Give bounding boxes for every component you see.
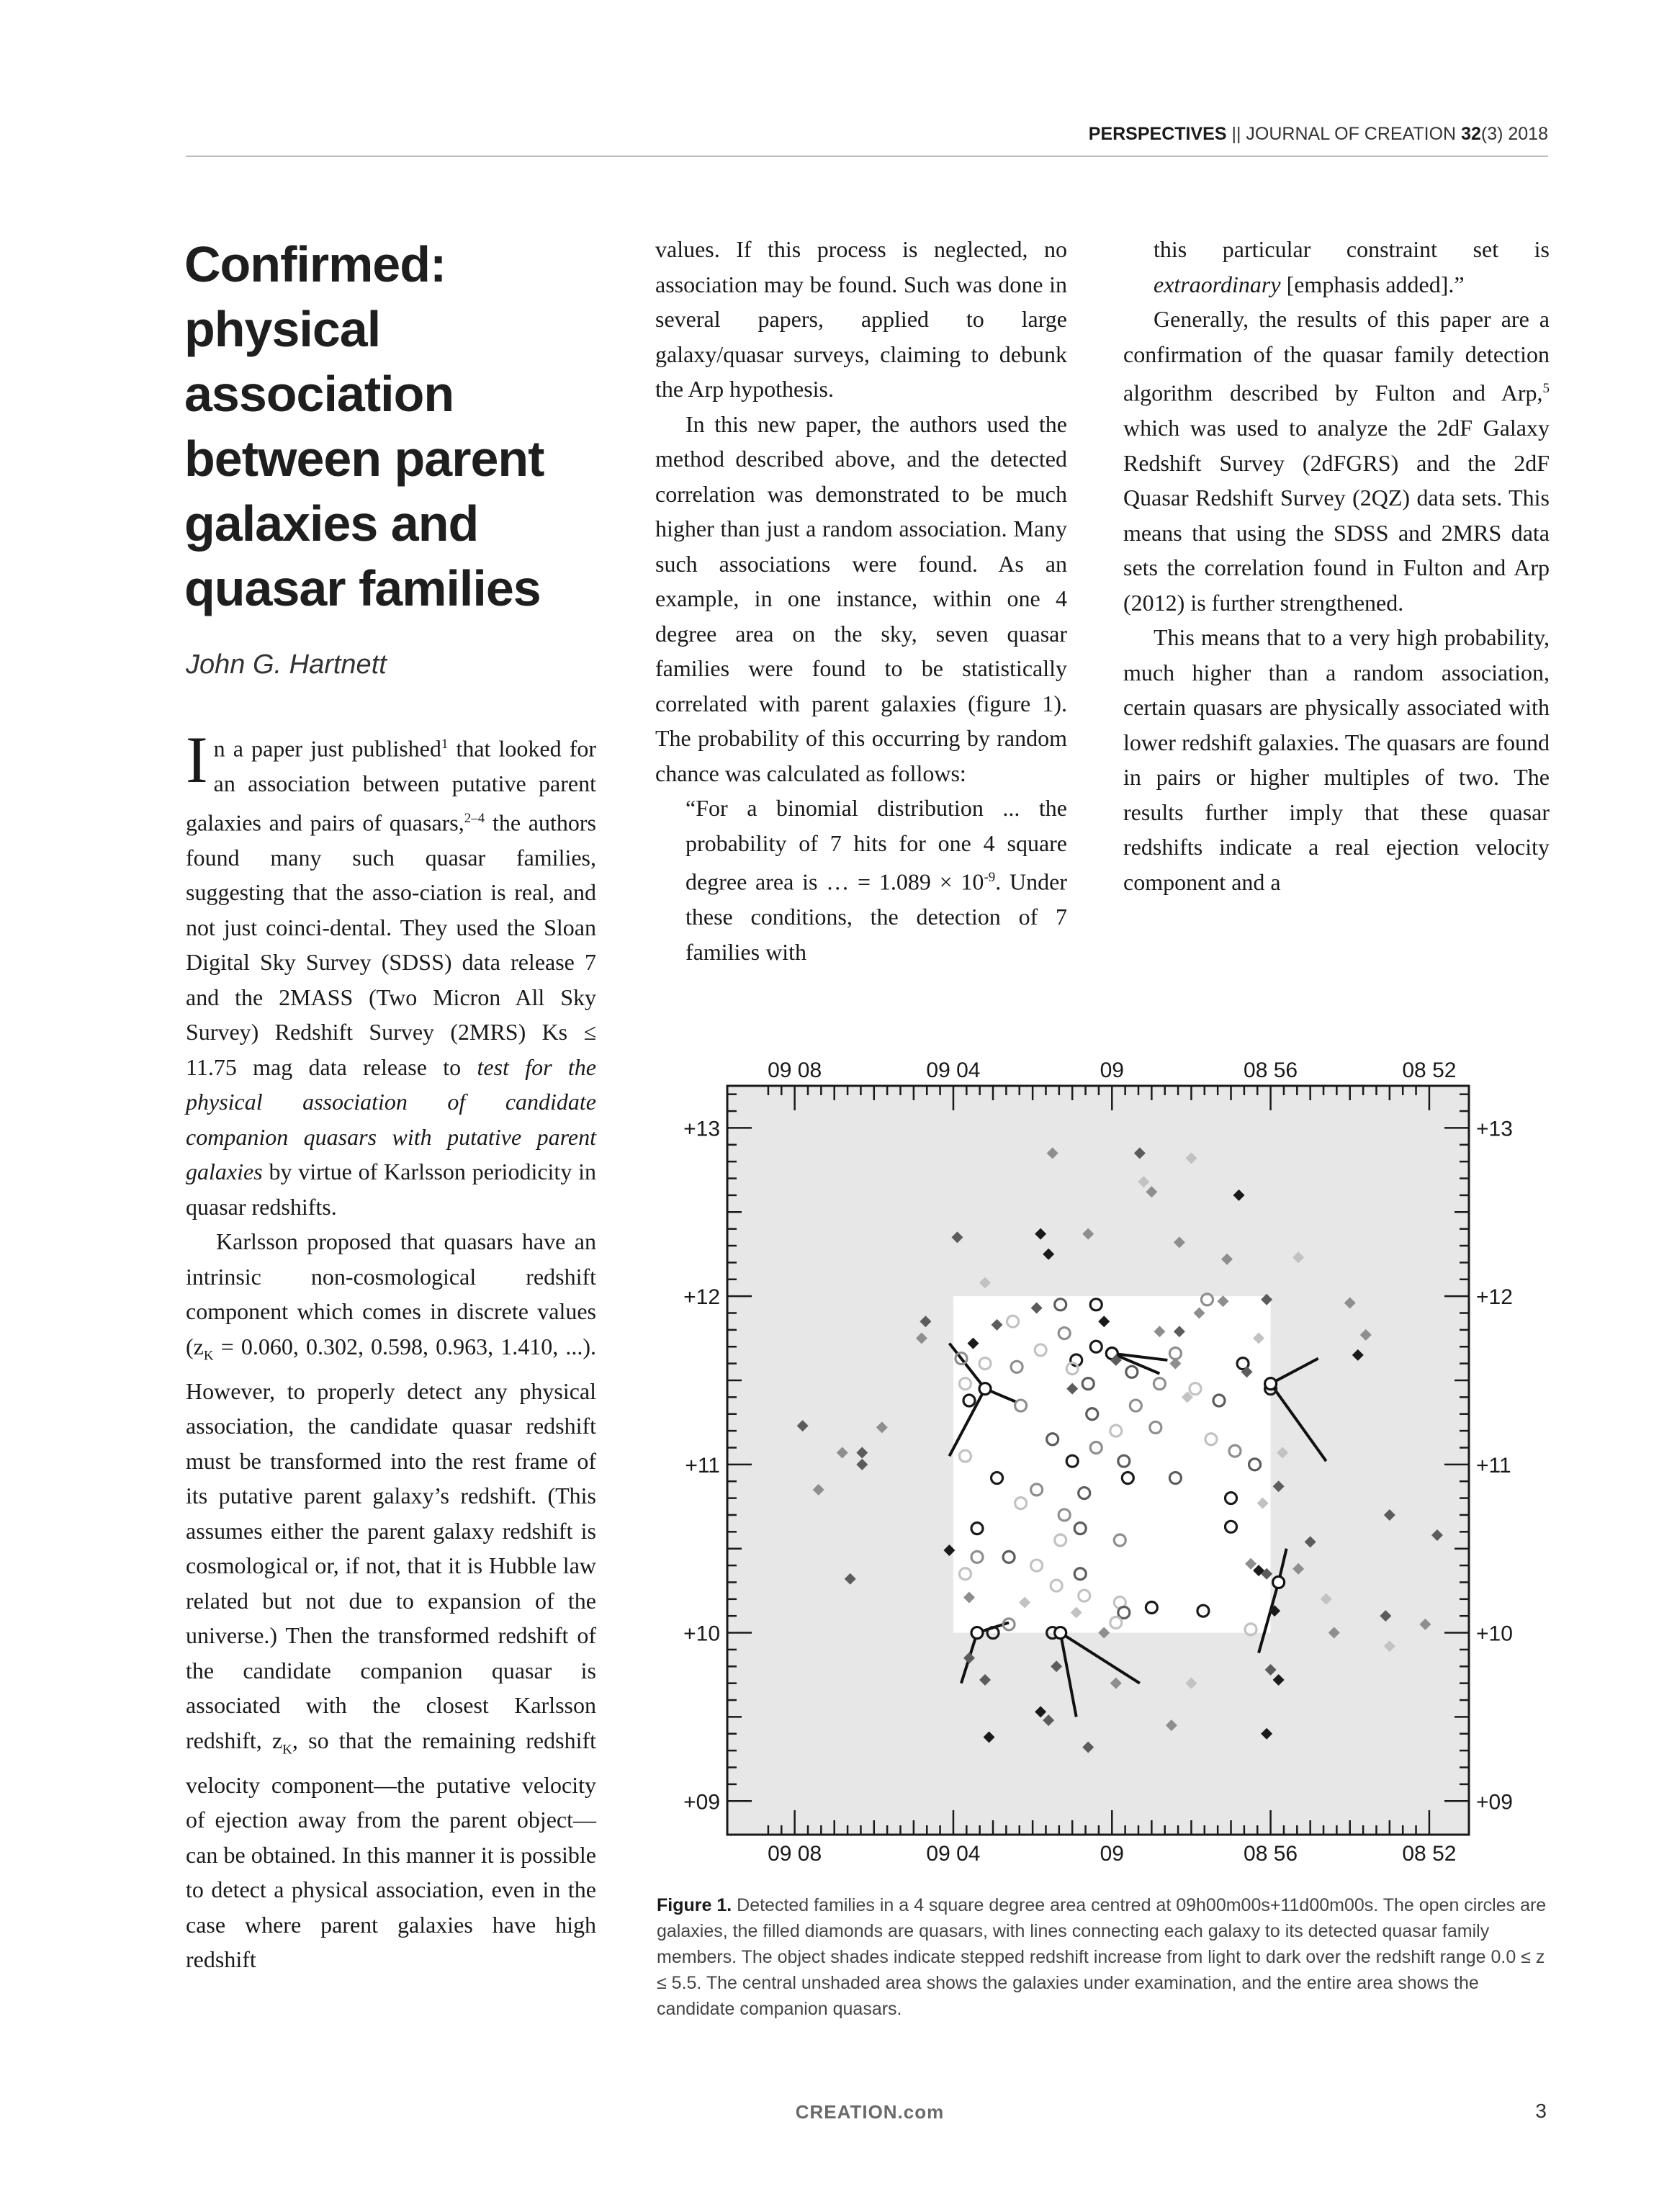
- text-run: “For a binomial distribution ... the probability of 7 hits for one 4 square degree area is … = 1.089 × 10: [685, 795, 1067, 895]
- x-tick-label-bottom: 09 08: [768, 1842, 822, 1866]
- figure-caption: [657, 1892, 1548, 2022]
- subscript: K: [203, 1348, 214, 1364]
- family-galaxy-marker: [979, 1383, 991, 1395]
- caption-text: Detected families in a 4 square degree area centred at 09h00m00s+11d00m00s. The open circles are galaxies, the filled diamonds are quasars, with lines connecting each galaxy to its detected quasar family members. The object shades indicate stepped redshift increase from light to dark over the redshift range 0.0 ≤ z ≤ 5.5. The central unshaded area shows the galaxies under examination, and the entire area shows the candidate companion quasars.: [657, 1895, 1547, 2019]
- x-tick-label-top: 08 56: [1244, 1058, 1298, 1082]
- x-tick-label-top: 08 52: [1402, 1058, 1457, 1082]
- drop-cap: I: [186, 723, 208, 796]
- text-column-1: [186, 723, 597, 1977]
- family-galaxy-marker: [1055, 1627, 1066, 1639]
- family-galaxy-marker: [1273, 1576, 1285, 1588]
- x-tick-label-top: 09 04: [926, 1058, 981, 1082]
- y-tick-label-left: +09: [683, 1790, 720, 1815]
- x-tick-label-bottom: 09 04: [926, 1842, 981, 1866]
- journal-name: JOURNAL OF CREATION: [1246, 124, 1457, 144]
- section-label: PERSPECTIVES: [1088, 124, 1227, 144]
- article-title: Confirmed: physical association between parent galaxies and quasar families: [184, 236, 544, 616]
- superscript: -9: [984, 870, 996, 885]
- paragraph: [186, 723, 597, 1224]
- block-quote: [1123, 232, 1550, 302]
- text-run: . Under these conditions, the detection of 7 families with: [685, 868, 1068, 965]
- text-run: n a paper just published: [213, 735, 441, 762]
- sky-map-chart: [648, 1035, 1548, 1899]
- text-run: Generally, the results of this paper are a confirmation of the quasar family detection algorithm described by Fulton and Arp,: [1123, 306, 1550, 406]
- paragraph: In this new paper, the authors used the method described above, and the detected correlation was demonstrated to be much higher than just a random association. Many such associations were found. As an example, in one instance, within one 4 degree area on the sky, seven quasar families were found to be statistically correlated with parent galaxies (figure 1). The probability of this occurring by random chance was calculated as follows:: [655, 410, 1067, 786]
- text-run: Karlsson proposed that quasars have an intrinsic non-cosmological redshift component which comes in discrete values (z: [186, 1228, 596, 1359]
- footer-brand: CREATION.com: [795, 2101, 945, 2123]
- y-tick-label-right: +13: [1476, 1117, 1513, 1141]
- x-tick-label-bottom: 08 56: [1244, 1842, 1298, 1866]
- y-tick-label-right: +11: [1476, 1453, 1511, 1478]
- y-tick-label-left: +11: [685, 1453, 720, 1478]
- text-run: the authors found many such quasar families, suggesting that the asso-ciation is real, and not just coinci-dental. They used the Sloan Digital Sky Survey (SDSS) data release 7 and the 2MASS (Two Micron All Sky Survey) Redshift Survey (2MRS) Ks ≤ 11.75 mag data release to: [186, 809, 597, 1080]
- subscript: K: [282, 1742, 292, 1758]
- page-number: 3: [1535, 2100, 1547, 2122]
- emphasis: extraordinary: [1154, 271, 1281, 297]
- x-tick-label-bottom: 09: [1100, 1842, 1124, 1866]
- y-tick-label-left: +10: [683, 1622, 720, 1646]
- footnote-ref: 1: [441, 737, 449, 752]
- journal-issue: (3) 2018: [1480, 124, 1548, 144]
- footnote-ref: 5: [1542, 381, 1550, 396]
- x-tick-label-top: 09 08: [768, 1058, 822, 1082]
- emphasis: test for the physical association of candidate companion quasars with putative parent galaxies: [186, 1053, 597, 1185]
- text-run: = 0.060, 0.302, 0.598, 0.963, 1.410, ...). However, to properly detect any physical association, the candidate quasar redshift must be transformed into the rest frame of its putative parent galaxy’s redshift. (This assumes either the parent galaxy redshift is cosmological or, if not, that it is Hubble law related but not due to expansion of the universe.) Then the transformed redshift of the candidate companion quasar is associated with the closest Karlsson redshift, z: [186, 1333, 596, 1753]
- text-run: [emphasis added].”: [1280, 271, 1465, 297]
- header-separator: ||: [1231, 124, 1241, 144]
- y-tick-label-left: +12: [683, 1285, 720, 1310]
- block-quote: [655, 791, 1067, 969]
- running-head: [186, 124, 1548, 145]
- footnote-ref: 2–4: [464, 810, 485, 826]
- y-tick-label-right: +10: [1476, 1622, 1513, 1646]
- text-run: which was used to analyze the 2dF Galaxy Redshift Survey (2dFGRS) and the 2dF Quasar Redshift Survey (2QZ) data sets. This means that using the SDSS and 2MRS data sets the correlation found in Fulton and Arp (2012) is further strengthened.: [1123, 415, 1550, 616]
- header-rule: [186, 156, 1548, 157]
- text-run: , so that the remaining redshift velocity component—the putative velocity of ejection away from the parent object—can be obtained. In this manner it is possible to detect a physical association, even in the case where parent galaxies have high redshift: [186, 1727, 597, 1973]
- family-galaxy-marker: [971, 1627, 983, 1639]
- y-tick-label-right: +12: [1476, 1285, 1513, 1310]
- caption-label: Figure 1.: [657, 1895, 732, 1915]
- family-galaxy-marker: [1265, 1378, 1277, 1390]
- text-column-2: [655, 232, 1067, 969]
- article-author: John G. Hartnett: [186, 649, 387, 680]
- text-run: that looked for an association between putative parent galaxies and pairs of quasars,: [186, 735, 597, 836]
- paragraph: values. If this process is neglected, no association may be found. Such was done in several papers, applied to large galaxy/quasar surveys, claiming to debunk the Arp hypothesis.: [655, 236, 1067, 402]
- paragraph: [186, 1224, 596, 1977]
- text-column-3: [1123, 232, 1550, 899]
- y-tick-label-right: +09: [1476, 1790, 1513, 1815]
- journal-volume: 32: [1461, 124, 1481, 144]
- x-tick-label-top: 09: [1100, 1058, 1124, 1082]
- x-tick-label-bottom: 08 52: [1402, 1842, 1457, 1866]
- paragraph: [1123, 302, 1550, 620]
- text-run: by virtue of Karlsson periodicity in quasar redshifts.: [186, 1159, 596, 1220]
- paragraph: This means that to a very high probability, much higher than a random association, certain quasars are physically associated with lower redshift galaxies. The quasars are found in pairs or higher multiples of two. The results further imply that these quasar redshifts indicate a real ejection velocity component and a: [1123, 624, 1550, 895]
- text-run: this particular constraint set is: [1154, 236, 1550, 262]
- y-tick-label-left: +13: [683, 1117, 720, 1141]
- figure-1: [648, 1035, 1548, 1899]
